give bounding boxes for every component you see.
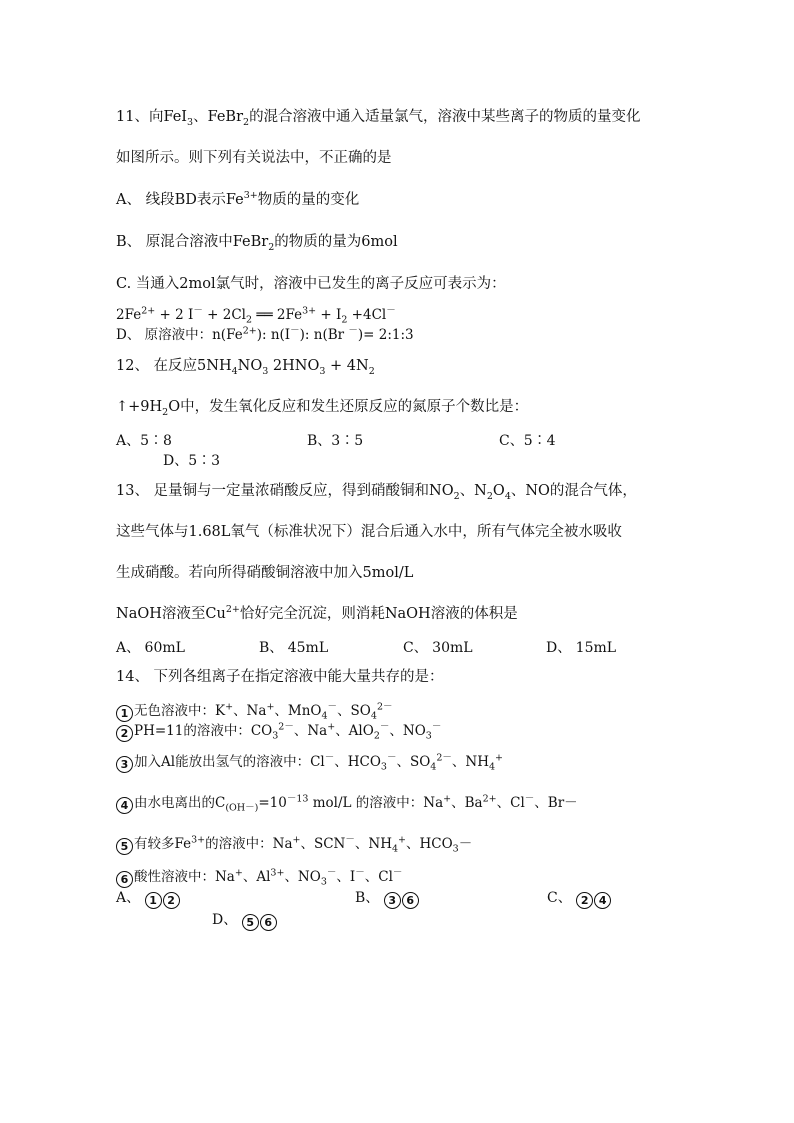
q12-option-a: A、5∶8	[116, 433, 172, 449]
circled-number-2: 2	[163, 892, 180, 909]
q14-option-b: B、 3 6	[355, 889, 420, 909]
circled-number-2: 2	[116, 725, 133, 742]
q11-option-d: D、 原溶液中：$n(Fe^{2+})$: n(I－): n(Br －)= 2:1:3	[116, 325, 414, 343]
q12-option-c: C、5∶4	[499, 433, 556, 449]
q13-option-c: C、 30mL	[403, 640, 473, 656]
q12-stem-line2: $↑+9H_2O$中，发生氧化反应和发生还原反应的氮原子个数比是：	[116, 399, 529, 418]
circled-number-6: 6	[260, 914, 277, 931]
circled-number-4: 4	[116, 797, 133, 814]
q11-option-c: C. 当通入2mol氯气时，溶液中已发生的离子反应可表示为：	[116, 276, 506, 292]
circled-number-6: 6	[402, 892, 419, 909]
q13-option-a: A、 60mL	[116, 640, 185, 656]
q13-stem-line3: 生成硝酸。若向所得硝酸铜溶液中加入5mol/L	[116, 565, 414, 581]
q13-option-d: D、 15mL	[546, 640, 617, 656]
q14-item-4: 4 由水电离出的$C_{(OH-)}=10^{-13}$ mol/L 的溶液中：Na+、$Ba^{2+}$、Cl－、Br－	[116, 794, 578, 814]
q12-option-b: B、3∶5	[307, 433, 364, 449]
q12-option-d: D、5∶3	[163, 453, 221, 469]
circled-number-5: 5	[116, 838, 133, 855]
q14-item-2: 2 PH=11的溶液中：$CO_3^{2-}$、Na+、AlO$_2$－、$NO_3^-$	[116, 722, 441, 742]
q14-item-1: 1 无色溶液中：K+、Na+、MnO$_4$－、$SO_4^{2-}$	[116, 702, 392, 722]
q11-stem-line1: 11、向FeI$_3$、FeBr$_2$的混合溶液中通入适量氯气，溶液中某些离子的物质的量变化	[116, 109, 641, 128]
q14-item-3: 3 加入Al能放出氢气的溶液中：Cl－、$HCO_3^-$、$SO_4^{2-}$、$NH_4^+$	[116, 753, 503, 773]
q14-option-a: A、 1 2	[116, 889, 181, 909]
circled-number-5: 5	[242, 914, 259, 931]
q11-stem-line2: 如图所示。则下列有关说法中，不正确的是	[116, 150, 392, 166]
q14-option-d: D、 5 6	[212, 911, 278, 931]
q13-stem-line1: 13、 足量铜与一定量浓硝酸反应，得到硝酸铜和$NO_2$、$N_2O_4$、NO的混合气体，	[116, 483, 637, 502]
circled-number-1: 1	[116, 705, 133, 722]
circled-number-3: 3	[116, 756, 133, 773]
q11-ionic-equation: $2Fe^{2+} + 2$ $I^- + 2Cl_2$ ══ $2Fe^{3+} + I_2 +4Cl^-$	[116, 305, 396, 326]
q12-stem-line1: 12、 在反应$5NH_4NO_3$ $2HNO_3 + 4N_2$	[116, 358, 375, 377]
q11-option-b: B、 原混合溶液中FeBr$_2$的物质的量为6mol	[116, 234, 398, 253]
q14-item-6: 6 酸性溶液中：Na+、$Al^{3+}$、$NO_3^-$、I－、Cl－	[116, 868, 402, 888]
q11-option-a: A、 线段BD表示$Fe^{3+}$物质的量的变化	[116, 190, 360, 208]
circled-number-3: 3	[384, 892, 401, 909]
q13-stem-line4: NaOH溶液至$Cu^{2+}$恰好完全沉淀，则消耗NaOH溶液的体积是	[116, 604, 518, 622]
circled-number-4: 4	[594, 892, 611, 909]
q14-option-c: C、 2 4	[547, 889, 612, 909]
q13-stem-line2: 这些气体与1.68L氧气（标准状况下）混合后通入水中，所有气体完全被水吸收	[116, 524, 622, 540]
circled-number-6: 6	[116, 871, 133, 888]
q13-option-b: B、 45mL	[259, 640, 329, 656]
q14-item-5: 5 有较多$Fe^{3+}$的溶液中：Na+、SCN－、$NH_4^+$、$HCO_3-$	[116, 835, 472, 855]
q14-stem: 14、 下列各组离子在指定溶液中能大量共存的是：	[116, 669, 444, 685]
circled-number-1: 1	[145, 892, 162, 909]
circled-number-2: 2	[576, 892, 593, 909]
